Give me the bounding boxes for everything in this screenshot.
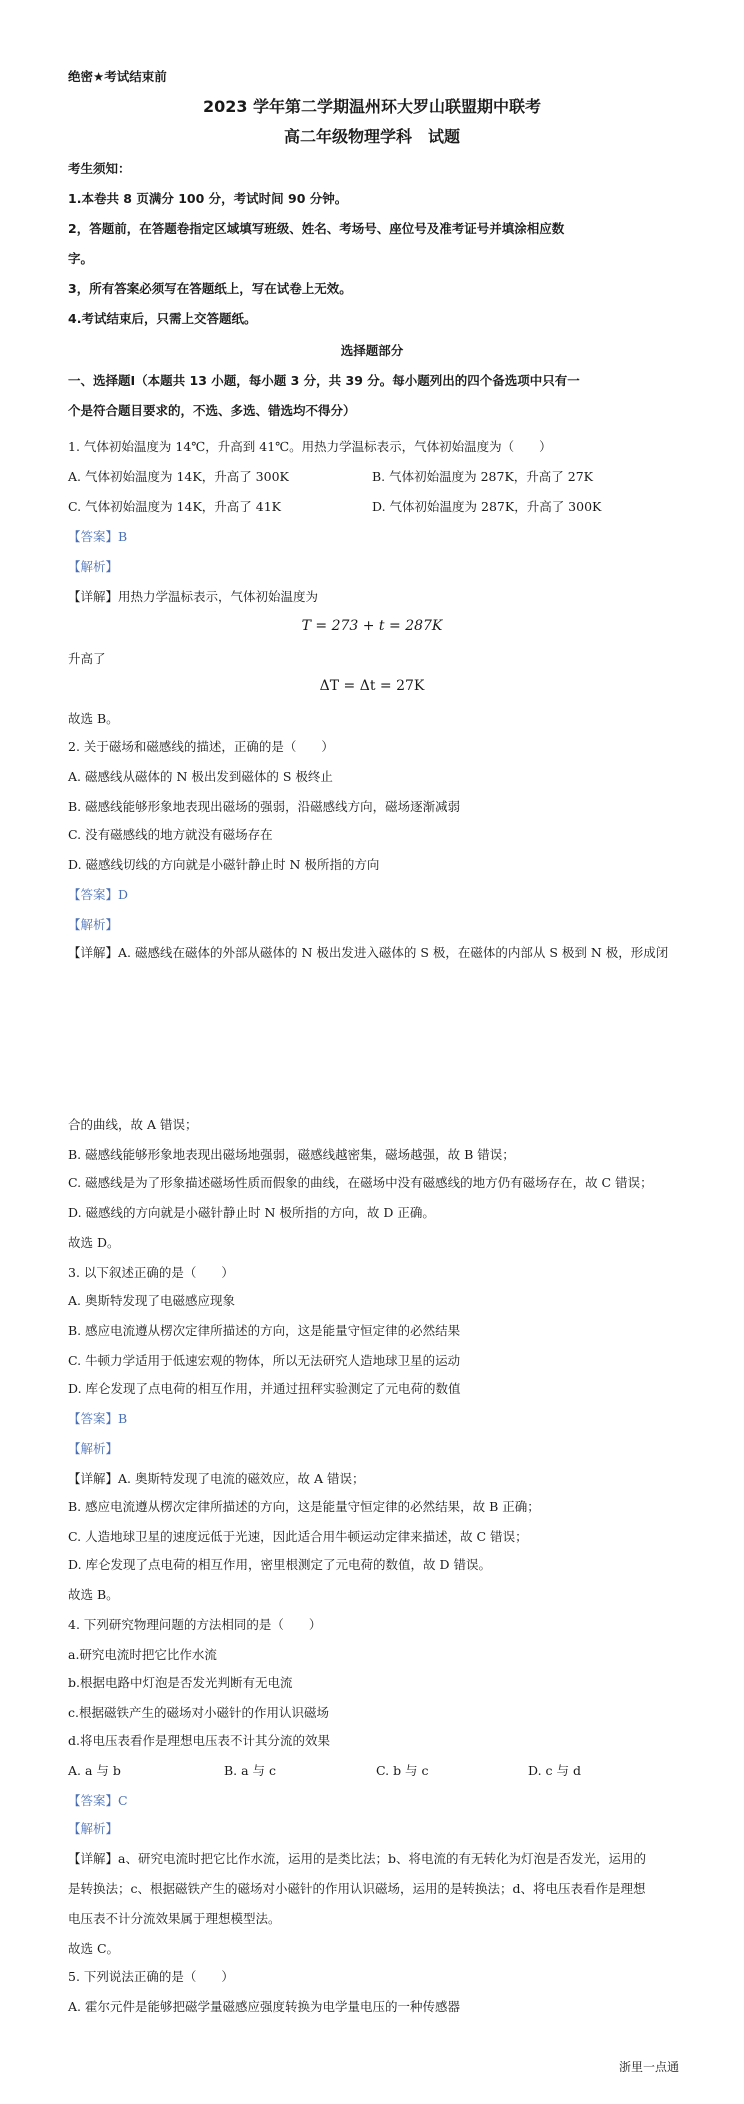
q1-detail: 【详解】用热力学温标表示，气体初始温度为 [68, 589, 319, 604]
q2-detail-d: D. 磁感线的方向就是小磁针静止时 N 极所指的方向，故 D 正确。 [68, 1205, 435, 1220]
q4-item-b: b.根据电路中灯泡是否发光判断有无电流 [68, 1675, 293, 1690]
q3-analysis-label: 【解析】 [68, 1441, 119, 1456]
q2-stem: 2. 关于磁场和磁感线的描述，正确的是（ ） [68, 739, 334, 754]
q4-detail-1: 【详解】a、研究电流时把它比作水流，运用的是类比法；b、将电流的有无转化为灯泡是否发光，运用的 [68, 1851, 646, 1866]
q2-conclusion: 故选 D。 [68, 1235, 120, 1250]
q4-item-a: a.研究电流时把它比作水流 [68, 1647, 217, 1662]
q4-option-a: A. a 与 b [68, 1763, 121, 1778]
notice-item-3: 3，所有答案必须写在答题纸上，写在试卷上无效。 [68, 281, 352, 296]
q1-option-a: A. 气体初始温度为 14K，升高了 300K [68, 469, 289, 484]
q1-option-b: B. 气体初始温度为 287K，升高了 27K [372, 469, 594, 484]
secret-label: 绝密★考试结束前 [68, 69, 167, 84]
q4-option-b: B. a 与 c [224, 1763, 277, 1778]
q2-answer: 【答案】D [68, 887, 129, 902]
q4-analysis-label: 【解析】 [68, 1821, 119, 1836]
q2-detail-c: C. 磁感线是为了形象描述磁场性质而假象的曲线，在磁场中没有磁感线的地方仍有磁场存在，故 C 错误； [68, 1175, 653, 1190]
section-instructions: 一、选择题Ⅰ（本题共 13 小题，每小题 3 分，共 39 分。每小题列出的四个备选项中只有一 [68, 373, 580, 388]
q4-detail-2: 是转换法；c、根据磁铁产生的磁场对小磁针的作用认识磁场，运用的是转换法；d、将电压表看作是理想 [68, 1881, 646, 1896]
q3-option-b: B. 感应电流遵从楞次定律所描述的方向，这是能量守恒定律的必然结果 [68, 1323, 461, 1338]
q2-option-d: D. 磁感线切线的方向就是小磁针静止时 N 极所指的方向 [68, 857, 380, 872]
q2-detail-b: B. 磁感线能够形象地表现出磁场地强弱，磁感线越密集，磁场越强，故 B 错误； [68, 1147, 515, 1162]
q1-option-c: C. 气体初始温度为 14K，升高了 41K [68, 499, 282, 514]
exam-subtitle: 高二年级物理学科 试题 [283, 127, 460, 146]
q2-option-c: C. 没有磁感线的地方就没有磁场存在 [68, 827, 273, 842]
q4-conclusion: 故选 C。 [68, 1941, 120, 1956]
q4-answer: 【答案】C [68, 1793, 128, 1808]
q3-option-c: C. 牛顿力学适用于低速宏观的物体，所以无法研究人造地球卫星的运动 [68, 1353, 461, 1368]
q4-stem: 4. 下列研究物理问题的方法相同的是（ ） [68, 1617, 322, 1632]
q3-option-a: A. 奥斯特发现了电磁感应现象 [68, 1293, 235, 1308]
q2-detail-a-cont: 合的曲线，故 A 错误； [68, 1117, 198, 1132]
notice-item-2: 2，答题前，在答题卷指定区域填写班级、姓名、考场号、座位号及准考证号并填涂相应数 [68, 221, 565, 236]
q5-option-a: A. 霍尔元件是能够把磁学量磁感应强度转换为电学量电压的一种传感器 [68, 1999, 460, 2014]
q4-detail-3: 电压表不计分流效果属于理想模型法。 [68, 1911, 281, 1926]
q4-option-d: D. c 与 d [528, 1763, 581, 1778]
q3-detail-a: 【详解】A. 奥斯特发现了电流的磁效应，故 A 错误； [68, 1471, 365, 1486]
notice-item-2-cont: 字。 [68, 251, 94, 266]
q5-stem: 5. 下列说法正确的是（ ） [68, 1969, 234, 1984]
q2-analysis-label: 【解析】 [68, 917, 119, 932]
q3-detail-c: C. 人造地球卫星的速度远低于光速，因此适合用牛顿运动定律来描述，故 C 错误； [68, 1529, 528, 1544]
q4-item-c: c.根据磁铁产生的磁场对小磁针的作用认识磁场 [68, 1705, 329, 1720]
notice-item-4: 4.考试结束后，只需上交答题纸。 [68, 311, 257, 326]
q3-answer: 【答案】B [68, 1411, 128, 1426]
q1-option-d: D. 气体初始温度为 287K，升高了 300K [372, 499, 602, 514]
q2-option-b: B. 磁感线能够形象地表现出磁场的强弱，沿磁感线方向，磁场逐渐减弱 [68, 799, 461, 814]
q1-formula-1: T = 273 + t = 287K [301, 618, 443, 634]
q4-option-c: C. b 与 c [376, 1763, 429, 1778]
q3-option-d: D. 库仑发现了点电荷的相互作用，并通过扭秤实验测定了元电荷的数值 [68, 1381, 461, 1396]
q1-answer: 【答案】B [68, 529, 128, 544]
exam-title: 2023 学年第二学期温州环大罗山联盟期中联考 [202, 97, 542, 116]
q2-option-a: A. 磁感线从磁体的 N 极出发到磁体的 S 极终止 [68, 769, 333, 784]
section-title: 选择题部分 [340, 343, 404, 358]
q3-conclusion: 故选 B。 [68, 1587, 119, 1602]
q1-formula-2: ΔT = Δt = 27K [319, 678, 425, 694]
q4-item-d: d.将电压表看作是理想电压表不计其分流的效果 [68, 1733, 330, 1748]
q2-detail-a: 【详解】A. 磁感线在磁体的外部从磁体的 N 极出发进入磁体的 S 极，在磁体的内部从 S 极到 N 极，形成闭 [68, 945, 669, 960]
q1-analysis-label: 【解析】 [68, 559, 119, 574]
q3-detail-d: D. 库仑发现了点电荷的相互作用，密里根测定了元电荷的数值，故 D 错误。 [68, 1557, 491, 1572]
q1-conclusion: 故选 B。 [68, 711, 119, 726]
q1-rise-label: 升高了 [68, 651, 106, 666]
q3-detail-b: B. 感应电流遵从楞次定律所描述的方向，这是能量守恒定律的必然结果，故 B 正确； [68, 1499, 540, 1514]
q1-stem: 1. 气体初始温度为 14℃，升高到 41℃。用热力学温标表示，气体初始温度为（ ） [68, 439, 552, 454]
footer-brand: 浙里一点通 [618, 2060, 679, 2074]
notice-item-1: 1.本卷共 8 页满分 100 分，考试时间 90 分钟。 [68, 191, 348, 206]
q3-stem: 3. 以下叙述正确的是（ ） [68, 1265, 234, 1280]
notice-heading: 考生须知： [68, 161, 131, 176]
section-instructions-cont: 个是符合题目要求的，不选、多选、错选均不得分） [68, 403, 356, 418]
